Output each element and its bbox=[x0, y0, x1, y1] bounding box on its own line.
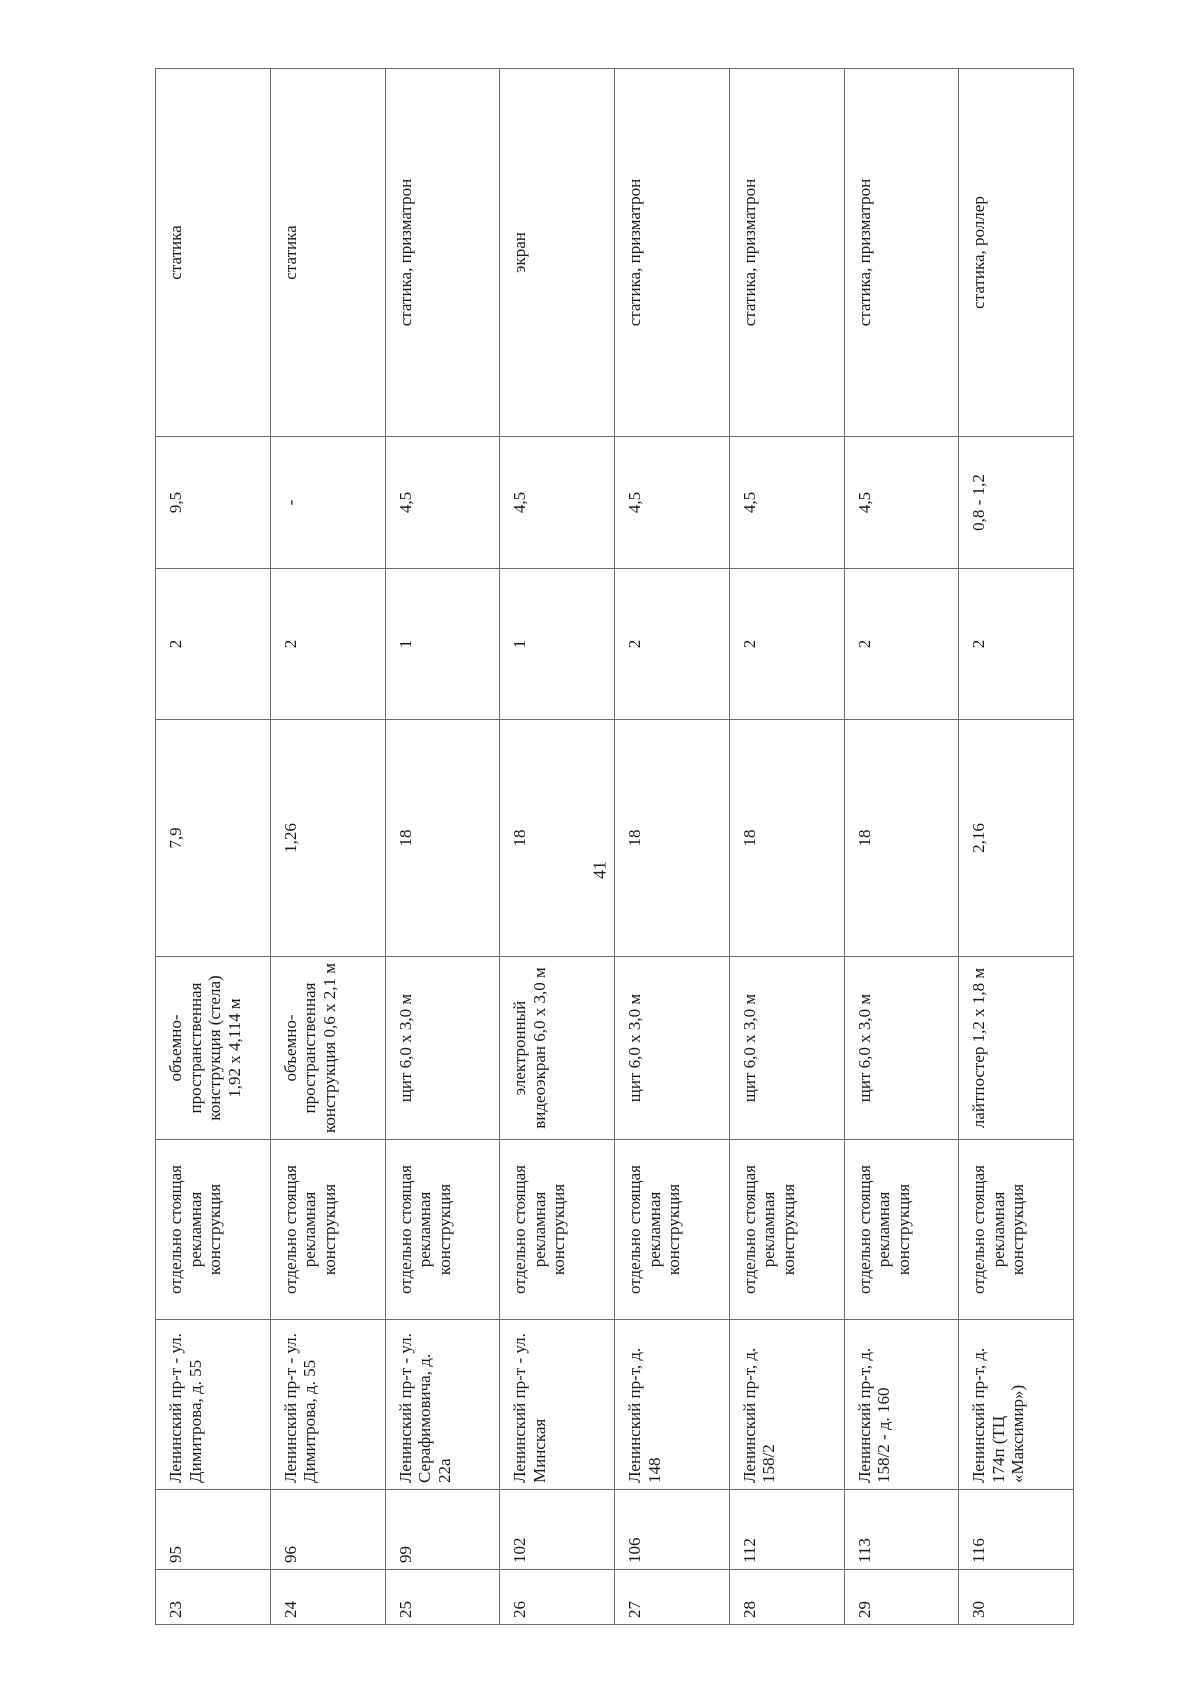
technology-cell: статика, призматрон bbox=[729, 69, 844, 437]
height-cell: 9,5 bbox=[156, 437, 271, 569]
table-row bbox=[844, 69, 959, 1625]
row-number-cell: 30 bbox=[959, 1570, 1074, 1625]
sides-cell: 2 bbox=[844, 569, 959, 720]
technology-cell: экран bbox=[500, 69, 615, 437]
sides-cell: 2 bbox=[729, 569, 844, 720]
table-body bbox=[156, 69, 1074, 1625]
address-cell: Ленинский пр-т, д. 148 bbox=[615, 1320, 730, 1490]
construction-kind-cell: отдельно стоящая рекламная конструкция bbox=[615, 1140, 730, 1320]
sides-cell: 1 bbox=[385, 569, 500, 720]
address-cell: Ленинский пр-т, д. 158/2 bbox=[729, 1320, 844, 1490]
height-cell: 4,5 bbox=[729, 437, 844, 569]
construction-id-cell: 106 bbox=[615, 1490, 730, 1570]
construction-kind-cell: отдельно стоящая рекламная конструкция bbox=[270, 1140, 385, 1320]
construction-kind-cell: отдельно стоящая рекламная конструкция bbox=[729, 1140, 844, 1320]
construction-kind-cell: отдельно стоящая рекламная конструкция bbox=[959, 1140, 1074, 1320]
table-row bbox=[270, 69, 385, 1625]
row-number-cell: 23 bbox=[156, 1570, 271, 1625]
area-cell: 7,9 bbox=[156, 720, 271, 957]
table-row bbox=[729, 69, 844, 1625]
table-row bbox=[156, 69, 271, 1625]
area-cell: 18 bbox=[844, 720, 959, 957]
technology-cell: статика, призматрон bbox=[844, 69, 959, 437]
technology-cell: статика, призматрон bbox=[615, 69, 730, 437]
construction-size-cell: щит 6,0 х 3,0 м bbox=[729, 957, 844, 1140]
area-cell: 2,16 bbox=[959, 720, 1074, 957]
row-number-cell: 27 bbox=[615, 1570, 730, 1625]
construction-id-cell: 99 bbox=[385, 1490, 500, 1570]
row-number-cell: 25 bbox=[385, 1570, 500, 1625]
construction-size-cell: объемно-пространственная конструкция (стела) 1,92 х 4,114 м bbox=[156, 957, 271, 1140]
sides-cell: 2 bbox=[270, 569, 385, 720]
table-row bbox=[385, 69, 500, 1625]
construction-kind-cell: отдельно стоящая рекламная конструкция bbox=[844, 1140, 959, 1320]
technology-cell: статика, призматрон bbox=[385, 69, 500, 437]
address-cell: Ленинский пр-т, д. 158/2 - д. 160 bbox=[844, 1320, 959, 1490]
construction-id-cell: 113 bbox=[844, 1490, 959, 1570]
row-number-cell: 29 bbox=[844, 1570, 959, 1625]
height-cell: 4,5 bbox=[500, 437, 615, 569]
construction-size-cell: лайтпостер 1,2 х 1,8 м bbox=[959, 957, 1074, 1140]
sides-cell: 2 bbox=[615, 569, 730, 720]
row-number-cell: 24 bbox=[270, 1570, 385, 1625]
table-row bbox=[500, 69, 615, 1625]
technology-cell: статика, роллер bbox=[959, 69, 1074, 437]
page-number: 41 bbox=[589, 861, 610, 879]
row-number-cell: 28 bbox=[729, 1570, 844, 1625]
address-cell: Ленинский пр-т, д. 174п (ТЦ «Максимир») bbox=[959, 1320, 1074, 1490]
address-cell: Ленинский пр-т - ул. Серафимовича, д. 22а bbox=[385, 1320, 500, 1490]
construction-id-cell: 116 bbox=[959, 1490, 1074, 1570]
area-cell: 18 bbox=[729, 720, 844, 957]
registry-table-container bbox=[155, 69, 1073, 1625]
height-cell: 4,5 bbox=[844, 437, 959, 569]
sides-cell: 1 bbox=[500, 569, 615, 720]
area-cell: 18 bbox=[500, 720, 615, 957]
construction-size-cell: электронный видеоэкран 6,0 х 3,0 м bbox=[500, 957, 615, 1140]
table-row bbox=[959, 69, 1074, 1625]
height-cell: - bbox=[270, 437, 385, 569]
address-cell: Ленинский пр-т - ул. Димитрова, д. 55 bbox=[156, 1320, 271, 1490]
technology-cell: статика bbox=[156, 69, 271, 437]
construction-id-cell: 96 bbox=[270, 1490, 385, 1570]
construction-size-cell: щит 6,0 х 3,0 м bbox=[844, 957, 959, 1140]
sides-cell: 2 bbox=[156, 569, 271, 720]
construction-kind-cell: отдельно стоящая рекламная конструкция bbox=[156, 1140, 271, 1320]
height-cell: 0,8 - 1,2 bbox=[959, 437, 1074, 569]
construction-id-cell: 112 bbox=[729, 1490, 844, 1570]
height-cell: 4,5 bbox=[385, 437, 500, 569]
address-cell: Ленинский пр-т - ул. Минская bbox=[500, 1320, 615, 1490]
height-cell: 4,5 bbox=[615, 437, 730, 569]
table-row bbox=[615, 69, 730, 1625]
construction-id-cell: 102 bbox=[500, 1490, 615, 1570]
technology-cell: статика bbox=[270, 69, 385, 437]
address-cell: Ленинский пр-т - ул. Димитрова, д. 55 bbox=[270, 1320, 385, 1490]
construction-size-cell: объемно-пространственная конструкция 0,6 х 2,1 м bbox=[270, 957, 385, 1140]
sides-cell: 2 bbox=[959, 569, 1074, 720]
construction-size-cell: щит 6,0 х 3,0 м bbox=[615, 957, 730, 1140]
construction-kind-cell: отдельно стоящая рекламная конструкция bbox=[385, 1140, 500, 1320]
area-cell: 1,26 bbox=[270, 720, 385, 957]
construction-kind-cell: отдельно стоящая рекламная конструкция bbox=[500, 1140, 615, 1320]
area-cell: 18 bbox=[615, 720, 730, 957]
construction-size-cell: щит 6,0 х 3,0 м bbox=[385, 957, 500, 1140]
area-cell: 18 bbox=[385, 720, 500, 957]
construction-id-cell: 95 bbox=[156, 1490, 271, 1570]
registry-table bbox=[155, 68, 1074, 1625]
row-number-cell: 26 bbox=[500, 1570, 615, 1625]
